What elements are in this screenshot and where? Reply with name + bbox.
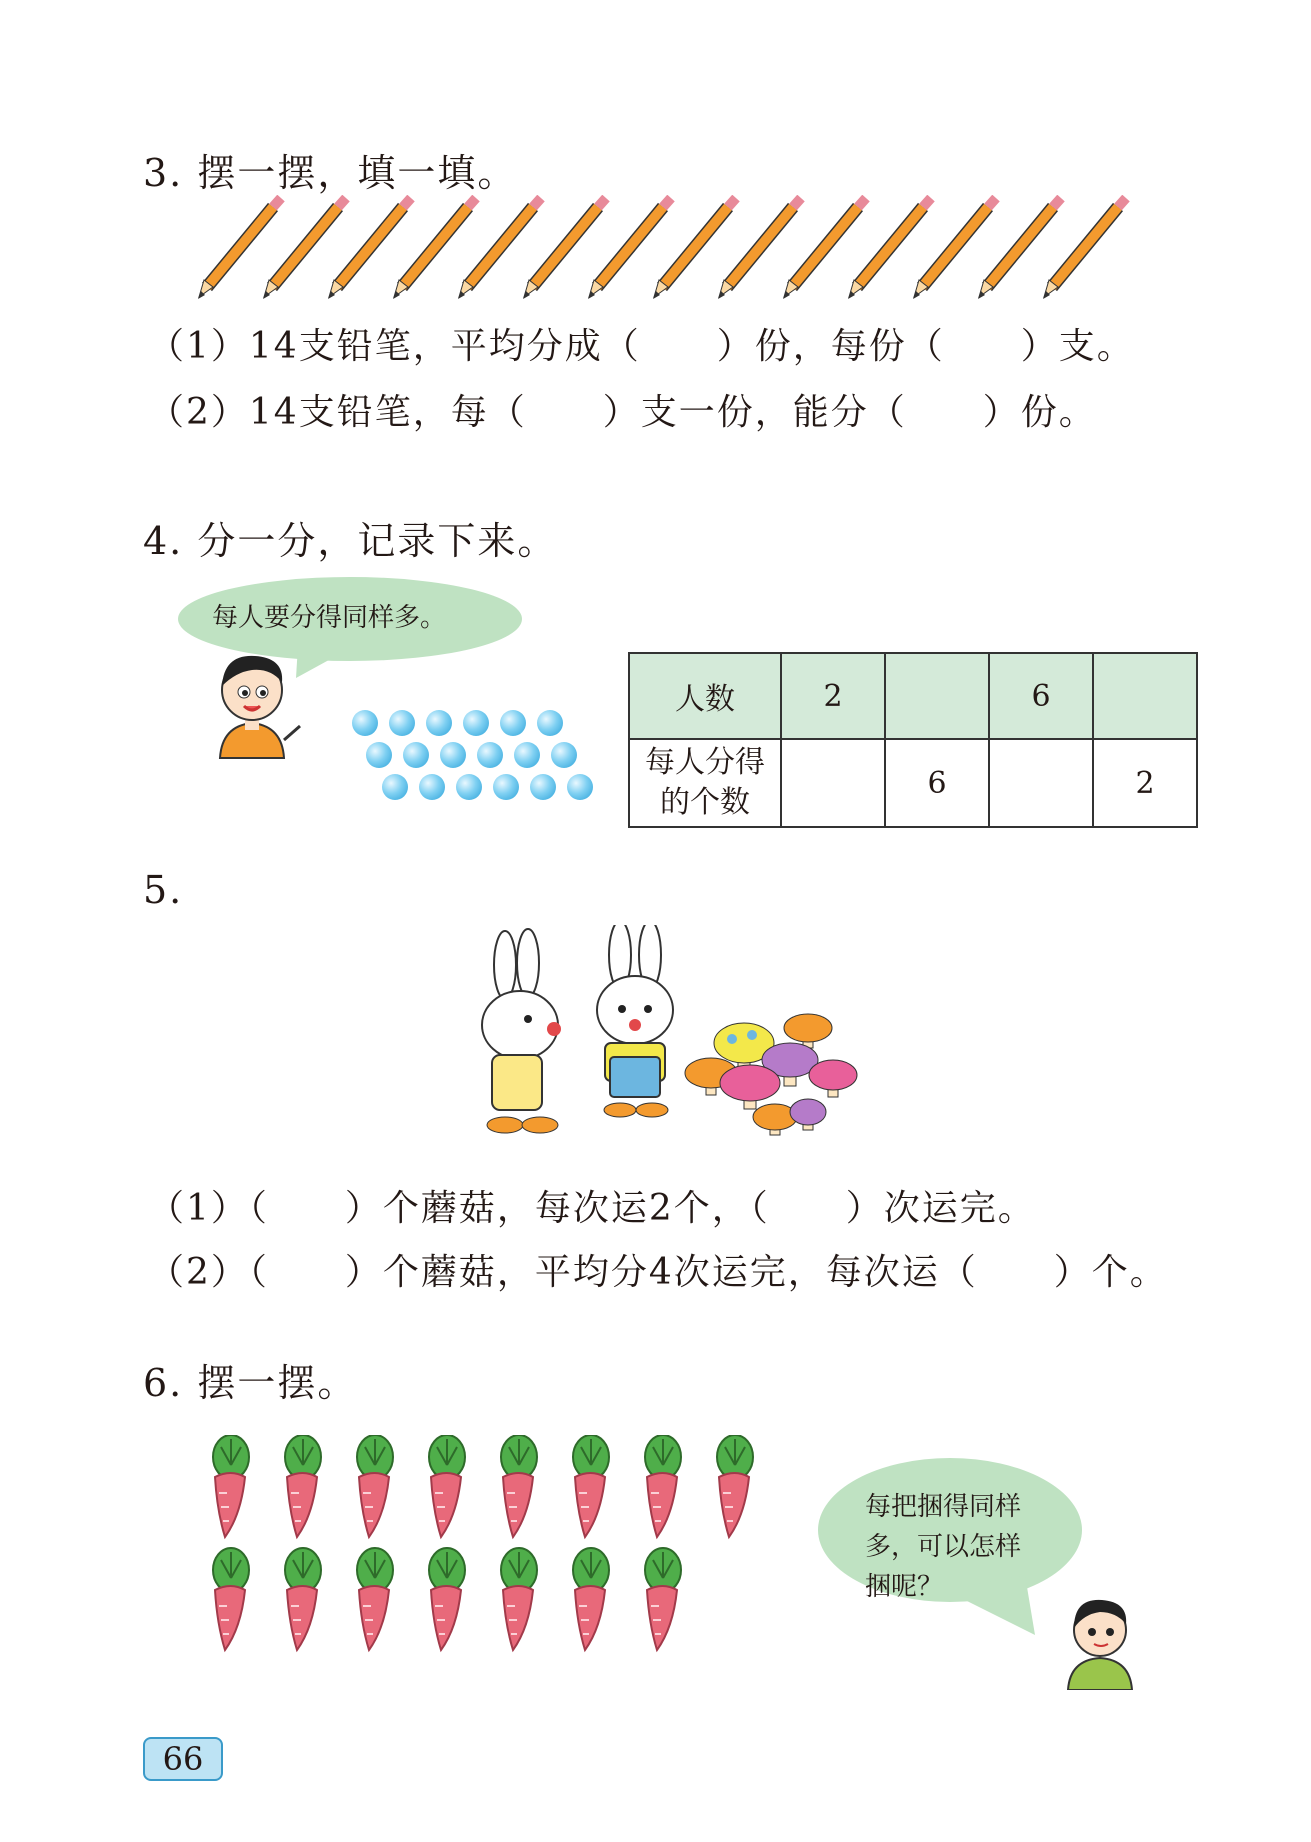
carrot <box>501 1435 537 1537</box>
carrot <box>429 1548 465 1650</box>
mushrooms <box>685 1014 857 1135</box>
table-cell: 6 <box>885 739 989 827</box>
table-header-each-line1: 每人分得 <box>645 745 765 780</box>
q6-bubble-line2: 多，可以怎样 <box>865 1532 1022 1562</box>
q6-bubble-line3: 捆呢？ <box>865 1572 944 1602</box>
q4-title: 4. 分一分，记录下来。 <box>143 519 558 563</box>
carrot <box>501 1548 537 1650</box>
table-header-each-line2: 的个数 <box>660 785 750 820</box>
carrot <box>285 1548 321 1650</box>
carrot <box>573 1435 609 1537</box>
q6-bubble-text <box>865 1487 1021 1607</box>
water-ball <box>440 742 466 768</box>
q6-bubble-line1: 每把捆得同样 <box>865 1492 1022 1522</box>
q6-title: 6. 摆一摆。 <box>143 1361 358 1405</box>
q5-title: 5. <box>143 868 184 912</box>
rabbit-right <box>597 925 673 1117</box>
boy-character <box>200 648 305 768</box>
table-cell: 2 <box>1093 739 1197 827</box>
carrot <box>213 1435 249 1537</box>
table-cell <box>989 739 1093 827</box>
carrot <box>213 1548 249 1650</box>
carrot <box>285 1435 321 1537</box>
carrot <box>357 1435 393 1537</box>
water-ball <box>514 742 540 768</box>
water-ball <box>403 742 429 768</box>
carrot <box>717 1435 753 1537</box>
water-ball <box>530 774 556 800</box>
distribution-table <box>628 652 1198 828</box>
q5-line1: （1）（ ）个蘑菇，每次运2个，（ ）次运完。 <box>148 1188 1036 1229</box>
water-ball <box>419 774 445 800</box>
table-cell <box>1093 653 1197 739</box>
water-ball <box>366 742 392 768</box>
q3-line2: （2）14支铅笔，每（ ）支一份，能分（ ）份。 <box>148 392 1097 433</box>
carrot <box>357 1548 393 1650</box>
table-cell <box>781 739 885 827</box>
water-ball <box>493 774 519 800</box>
table-cell <box>885 653 989 739</box>
rabbits-and-mushrooms-illustration <box>470 925 870 1140</box>
water-ball <box>500 710 526 736</box>
table-header-each <box>629 739 781 827</box>
water-ball <box>463 710 489 736</box>
water-ball <box>477 742 503 768</box>
table-header-people: 人数 <box>629 653 781 739</box>
water-ball <box>352 710 378 736</box>
boy-character-2 <box>1060 1590 1140 1690</box>
carrot <box>573 1548 609 1650</box>
water-ball <box>426 710 452 736</box>
water-ball <box>537 710 563 736</box>
q3-title: 3. 摆一摆，填一填。 <box>143 151 518 195</box>
table-cell: 2 <box>781 653 885 739</box>
carrot <box>645 1548 681 1650</box>
water-ball <box>567 774 593 800</box>
water-ball <box>382 774 408 800</box>
q4-bubble-text: 每人要分得同样多。 <box>212 603 447 633</box>
table-cell: 6 <box>989 653 1093 739</box>
page-number: 66 <box>143 1737 223 1781</box>
rabbit-left <box>482 929 561 1133</box>
water-balls <box>352 710 602 810</box>
pencils-illustration <box>195 195 1145 300</box>
water-ball <box>456 774 482 800</box>
water-ball <box>389 710 415 736</box>
q5-line2: （2）（ ）个蘑菇，平均分4次运完，每次运（ ）个。 <box>148 1252 1168 1293</box>
carrot <box>645 1435 681 1537</box>
q3-line1: （1）14支铅笔，平均分成（ ）份，每份（ ）支。 <box>148 326 1135 367</box>
carrot <box>429 1435 465 1537</box>
carrots-illustration <box>205 1435 765 1660</box>
water-ball <box>551 742 577 768</box>
